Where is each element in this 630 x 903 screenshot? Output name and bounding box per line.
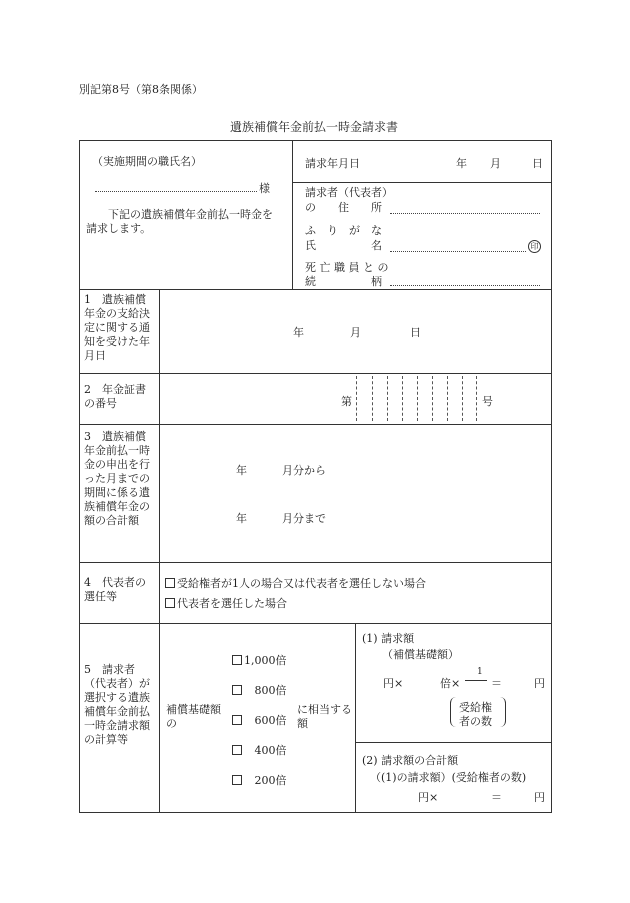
checkbox-icon[interactable] [165, 578, 175, 588]
calc1-base-yen[interactable]: 円× [383, 677, 404, 690]
certificate-suffix: 号 [482, 395, 493, 408]
checkbox-icon[interactable] [165, 598, 175, 608]
checkbox-icon[interactable] [232, 715, 242, 725]
base-amount-label: 補償基礎額の [166, 703, 221, 730]
calc1-times[interactable]: 倍× [440, 677, 461, 690]
period-to-year[interactable]: 年 [236, 512, 247, 525]
checkbox-icon[interactable] [232, 685, 242, 695]
calc1-denominator-line2: 者の数 [459, 715, 492, 728]
period-from-month[interactable]: 月分から [282, 464, 326, 477]
request-date-day[interactable]: 日 [532, 157, 543, 170]
relation-label-line1: 死 亡 職 員 と の [305, 261, 389, 274]
option-representative-selected[interactable]: 代表者を選任した場合 [165, 595, 287, 611]
period-to-month[interactable]: 月分まで [282, 512, 326, 525]
checkbox-icon[interactable] [232, 655, 242, 665]
row1-month[interactable]: 月 [350, 326, 361, 339]
row1-year[interactable]: 年 [293, 326, 304, 339]
seal-mark: 印 [528, 240, 541, 253]
certificate-prefix: 第 [341, 395, 352, 408]
row5-label: 5 請求者（代表者）が選択する遺族補償年金前払一時金請求額の計算等 [84, 663, 150, 746]
calc2-result-yen[interactable]: 円 [534, 791, 545, 804]
calc1-title: (1) 請求額 [362, 632, 415, 645]
calc1-result-yen[interactable]: 円 [534, 677, 545, 690]
calc2-subtitle: （(1)の請求額）(受給権者の数) [370, 771, 527, 784]
form-reference: 別記第8号（第8条関係） [79, 83, 203, 96]
fraction-bar [465, 680, 487, 681]
official-name-field[interactable] [95, 191, 257, 192]
row2-label: 2 年金証書の番号 [84, 383, 146, 410]
request-statement: 下記の遺族補償年金前払一時金を請求します。 [86, 208, 273, 235]
multiplier-option[interactable]: 200倍 [232, 772, 287, 788]
claimant-label: 請求者（代表者） [305, 186, 393, 199]
row1-day[interactable]: 日 [410, 326, 421, 339]
checkbox-icon[interactable] [232, 745, 242, 755]
checkbox-icon[interactable] [232, 775, 242, 785]
honorific-label: 様 [259, 182, 270, 195]
calc2-amount-yen[interactable]: 円× [418, 791, 439, 804]
calc1-subtitle: （補償基礎額） [382, 648, 459, 661]
multiplier-option[interactable]: 1,000倍 [232, 652, 287, 668]
calc2-equals: ＝ [491, 791, 502, 804]
row4-label: 4 代表者の選任等 [84, 576, 146, 603]
form-title: 遺族補償年金前払一時金請求書 [230, 120, 399, 134]
calc1-numerator: 1 [477, 667, 483, 677]
official-title-label: （実施期間の職氏名） [92, 155, 202, 168]
multiplier-option[interactable]: 600倍 [232, 712, 287, 728]
relation-field[interactable] [390, 285, 540, 286]
row1-label: 1 遺族補償年金の支給決定に関する通知を受けた年月日 [84, 293, 150, 362]
option-single-representative[interactable]: 受給権者が1人の場合又は代表者を選任しない場合 [165, 575, 426, 591]
name-label: 氏 名 [305, 239, 382, 252]
request-date-label: 請求年月日 [305, 157, 360, 170]
furigana-label: ふ り が な [305, 224, 382, 237]
request-date-month[interactable]: 月 [490, 157, 501, 170]
relation-label-line2: 続 柄 [305, 275, 382, 288]
period-from-year[interactable]: 年 [236, 464, 247, 477]
name-field[interactable] [390, 251, 526, 252]
equivalent-amount-label: に相当する額 [297, 703, 352, 730]
address-label: の 住 所 [305, 201, 382, 214]
calc1-equals: ＝ [491, 677, 502, 690]
address-field[interactable] [390, 213, 540, 214]
multiplier-option[interactable]: 400倍 [232, 742, 287, 758]
row3-label: 3 遺族補償年金前払一時金の申出を行った月までの期間に係る遺族補償年金の額の合計額 [84, 430, 150, 527]
request-date-year[interactable]: 年 [456, 157, 467, 170]
calc1-denominator-line1: 受給権 [459, 701, 492, 714]
calc2-title: (2) 請求額の合計額 [362, 754, 459, 767]
multiplier-option[interactable]: 800倍 [232, 682, 287, 698]
